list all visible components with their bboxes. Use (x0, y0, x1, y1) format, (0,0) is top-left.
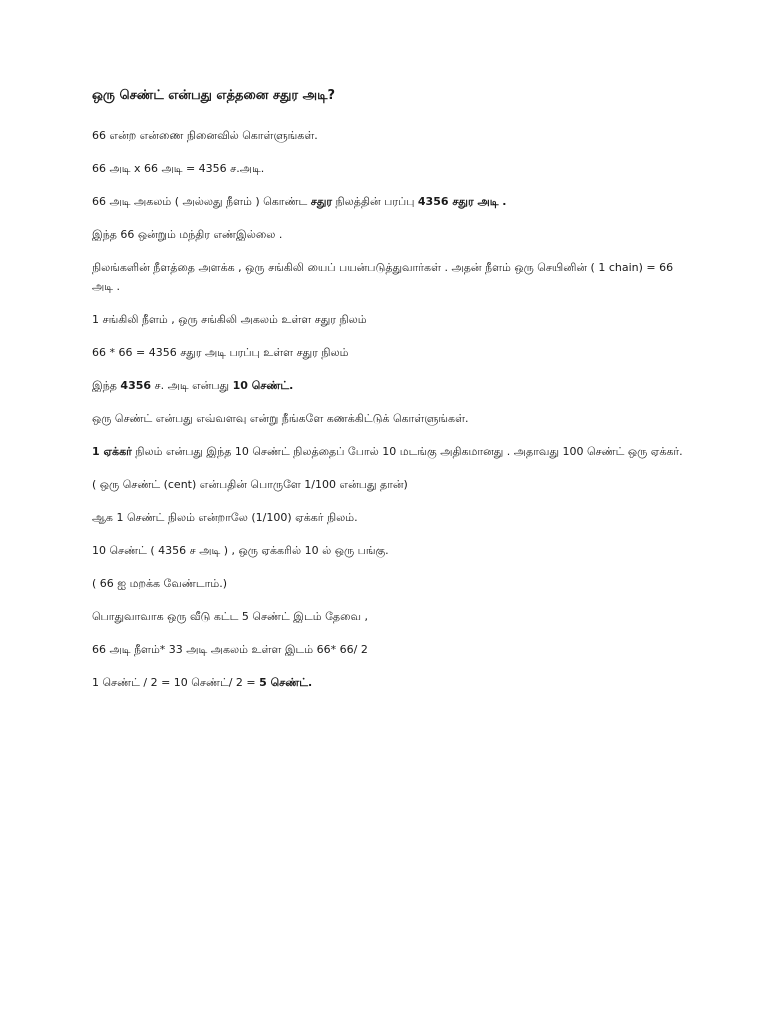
text-run: ( 66 ஐ மறக்க வேண்டாம்.) (92, 577, 227, 590)
document-page (92, 86, 692, 706)
text-run: இந்த (92, 379, 121, 392)
paragraph (92, 508, 692, 527)
paragraph (92, 442, 692, 461)
paragraph (92, 541, 692, 560)
text-run: ஒரு செண்ட் என்பது எவ்வளவு என்று நீங்களே கணக்கிட்டுக் கொள்ளுங்கள். (92, 412, 469, 425)
bold-text-run: 1 ஏக்கர் (92, 445, 132, 458)
bold-text-run: 5 செண்ட். (259, 676, 313, 689)
paragraph (92, 159, 692, 178)
text-run: 66 அடி அகலம் (92, 195, 175, 208)
bold-text-run: 10 செண்ட். (232, 379, 294, 392)
text-run: ச. அடி என்பது (151, 379, 233, 392)
text-run: 1 சங்கிலி நீளம் , ஒரு சங்கிலி அகலம் உள்ள சதுர நிலம் (92, 313, 367, 326)
paragraph (92, 607, 692, 626)
text-run: ஆக 1 செண்ட் நிலம் என்றாலே (1/100) ஏக்கர் நிலம். (92, 511, 358, 524)
text-run: கொண்ட (259, 195, 311, 208)
paragraph (92, 310, 692, 329)
paragraph (92, 376, 692, 395)
document-title: ஒரு செண்ட் என்பது எத்தனை சதுர அடி? (92, 88, 335, 103)
bold-text-run: சதுர (310, 195, 333, 208)
paragraph (92, 673, 692, 692)
bold-text-run: 4356 (120, 379, 152, 392)
paragraph (92, 574, 692, 593)
text-run: இந்த 66 ஒன்றும் மந்திர எண்இல்லை . (92, 228, 283, 241)
text-run: 66 அடி நீளம்* 33 அடி அகலம் உள்ள இடம் 66* 66/ 2 (92, 643, 368, 656)
text-run: நிலத்தின் பரப்பு (332, 195, 418, 208)
text-run: 66 * 66 = 4356 சதுர அடி பரப்பு உள்ள சதுர நிலம் (92, 346, 349, 359)
text-run: ( ஒரு செண்ட் (cent) என்பதின் பொருளே 1/100 என்பது தான்) (92, 478, 408, 491)
text-run: நிலங்களின் நீளத்தை அளக்க , ஒரு சங்கிலி யைப் பயன்படுத்துவார்கள் . அதன் நீளம் ஒரு செயினின் ( 1 chain) = 66 அடி . (92, 261, 674, 293)
paragraph (92, 343, 692, 362)
text-run: 1 செண்ட் / 2 = 10 செண்ட்/ 2 = (92, 676, 260, 689)
paragraph (92, 225, 692, 244)
bold-text-run: 4356 சதுர அடி . (417, 195, 507, 208)
document-body (92, 126, 692, 692)
paragraph (92, 258, 692, 296)
text-run: 10 செண்ட் ( 4356 ச அடி ) , ஒரு ஏக்கரில் 10 ல் ஒரு பங்கு. (92, 544, 389, 557)
paragraph (92, 192, 692, 211)
text-run: ( அல்லது நீளம் ) (174, 195, 260, 208)
text-run: நிலம் என்பது இந்த 10 செண்ட் நிலத்தைப் போல் 10 மடங்கு அதிகமானது . அதாவது 100 செண்ட் ஒரு ஏக்கர். (131, 445, 683, 458)
text-run: பொதுவாவாக ஒரு வீடு கட்ட 5 செண்ட் இடம் தேவை , (92, 610, 369, 623)
paragraph (92, 475, 692, 494)
paragraph (92, 409, 692, 428)
text-run: 66 என்ற என்ணை நினைவில் கொள்ளுங்கள். (92, 129, 318, 142)
paragraph (92, 640, 692, 659)
text-run: 66 அடி x 66 அடி = 4356 ச.அடி. (92, 162, 265, 175)
paragraph (92, 126, 692, 145)
